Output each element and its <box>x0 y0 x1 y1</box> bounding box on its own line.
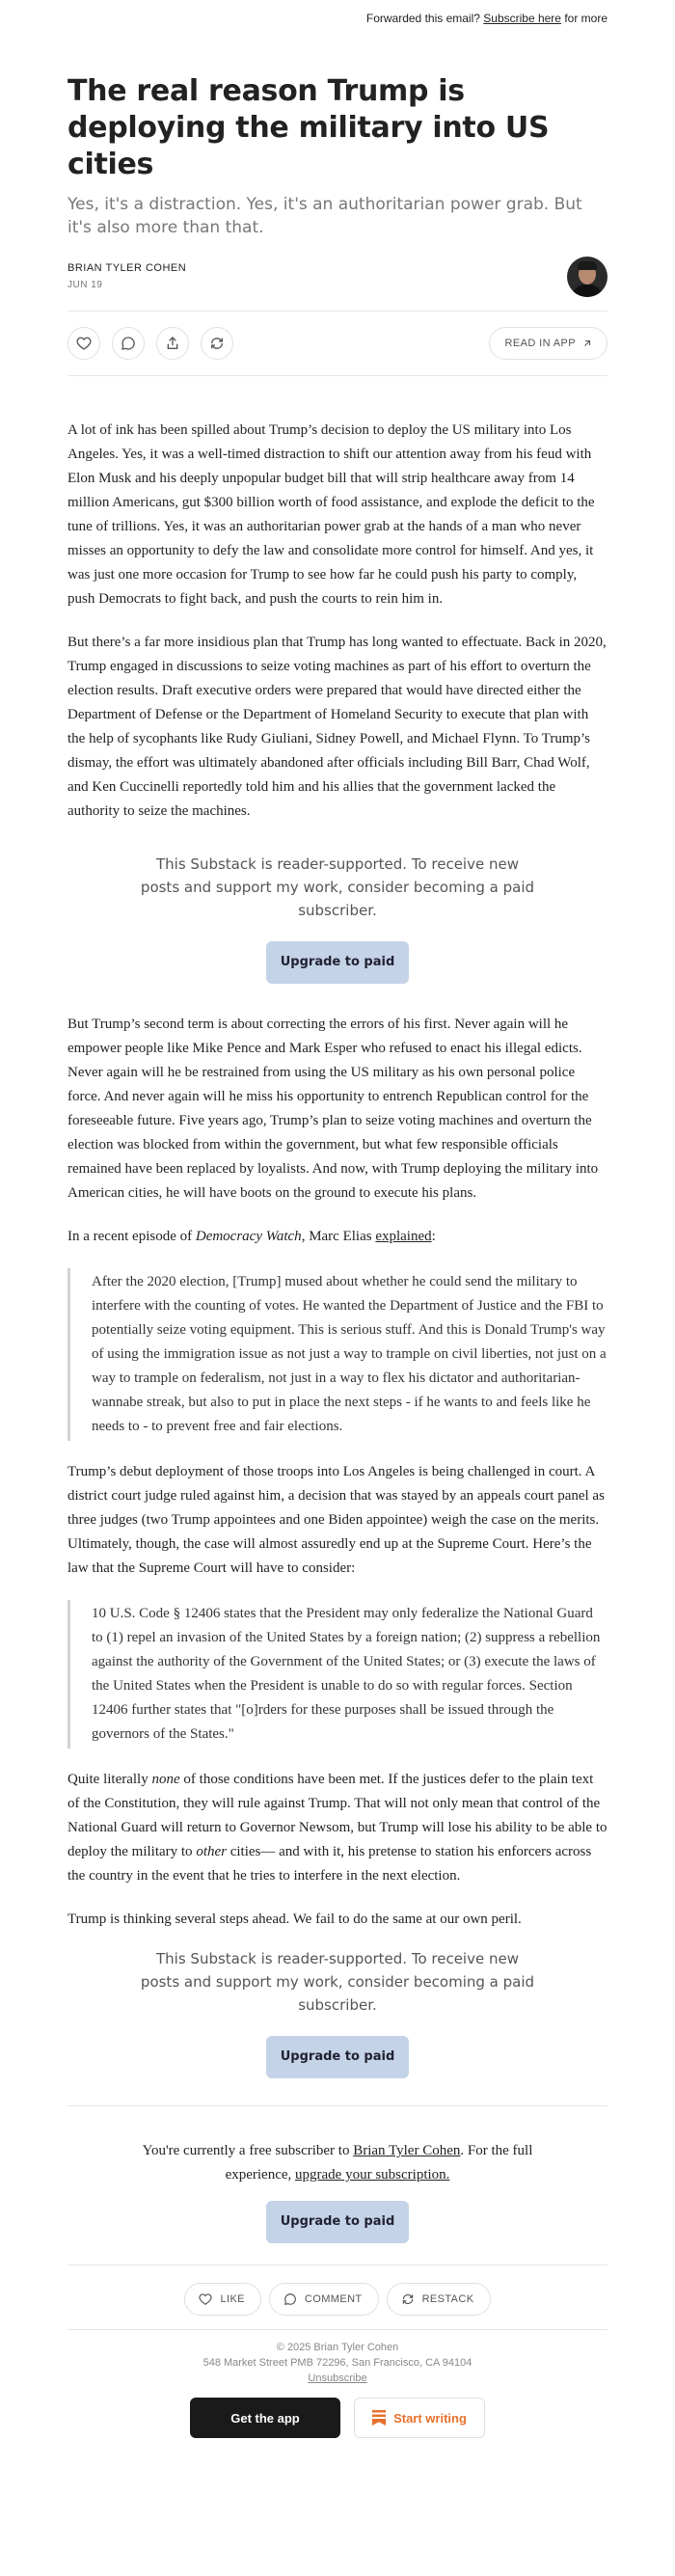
free-subscriber-notice <box>111 2139 564 2187</box>
copyright: © 2025 Brian Tyler Cohen <box>276 2342 399 2353</box>
share-button[interactable] <box>156 327 189 360</box>
divider <box>68 375 608 376</box>
comment-icon <box>121 336 136 351</box>
show-name: Democracy Watch <box>195 1229 302 1244</box>
subscribe-callout: This Substack is reader-supported. To receive new posts and support my work, consider becoming a paid subscriber. <box>140 1950 535 2014</box>
blockquote <box>68 1268 608 1441</box>
post-date: JUN 19 <box>68 280 103 290</box>
upgrade-to-paid-button[interactable]: Upgrade to paid <box>266 941 409 984</box>
footer <box>68 2330 608 2386</box>
post-title[interactable]: The real reason Trump is deploying the military into US cities <box>68 74 550 181</box>
engagement-bar <box>68 2265 608 2329</box>
for-more-text: for more <box>560 12 608 25</box>
start-writing-label: Start writing <box>393 2410 467 2426</box>
paragraph <box>68 1225 608 1249</box>
comment-icon <box>284 2292 297 2306</box>
comment-button[interactable] <box>112 327 145 360</box>
restack-icon <box>209 336 225 351</box>
blockquote <box>68 1600 608 1749</box>
explained-link[interactable]: explained <box>375 1229 432 1244</box>
comment-pill-button[interactable] <box>269 2283 379 2316</box>
avatar[interactable] <box>567 257 608 297</box>
text: : <box>431 1229 436 1244</box>
subscribe-here-link[interactable]: Subscribe here <box>483 12 561 25</box>
footer-buttons <box>68 2386 608 2438</box>
arrow-up-right-icon <box>581 338 593 349</box>
divider <box>68 2105 608 2106</box>
upgrade-to-paid-button[interactable]: Upgrade to paid <box>266 2201 409 2243</box>
emphasis: none <box>151 1772 180 1787</box>
share-icon <box>165 336 180 351</box>
get-the-app-button[interactable]: Get the app <box>190 2398 340 2438</box>
forwarded-bar <box>68 0 608 37</box>
paragraph: Trump is thinking several steps ahead. We fail to do the same at our own peril. <box>68 1912 522 1927</box>
restack-button[interactable] <box>201 327 233 360</box>
substack-logo-icon <box>372 2410 386 2426</box>
heart-icon <box>199 2292 212 2306</box>
quote-text: After the 2020 election, [Trump] mused about whether he could send the military to interfere with the counting of votes. He wanted the Department of Justice and the FBI to potentially seize voting equipment. This is serious stuff. And this is Donald Trump's way of using the immigration issue as not just a way to trample on civil liberties, not just on a way to trample on federalism, not just in a way to flex his dictator and authoritarian-wannabe streak, but also to put in place the next steps - if he wants to and feels like he needs to - to prevent free and fair elections. <box>92 1274 607 1434</box>
byline <box>68 257 608 311</box>
restack-pill-button[interactable] <box>387 2283 491 2316</box>
like-label: LIKE <box>220 2293 245 2305</box>
post-body <box>68 419 608 2078</box>
text: In a recent episode of <box>68 1229 196 1244</box>
text: You're currently a free subscriber to <box>142 2143 354 2158</box>
upgrade-subscription-link[interactable]: upgrade your subscription. <box>295 2167 450 2183</box>
text: Quite literally <box>68 1772 152 1787</box>
text: , Marc Elias <box>301 1229 376 1244</box>
restack-icon <box>401 2292 415 2306</box>
paragraph: A lot of ink has been spilled about Trump’s decision to deploy the US military into Los Angeles. Yes, it was a well-timed distraction to shift our attention away from his feud with Elon Musk and his deeply unpopular budget bill that will strip healthcare away from 14 million Americans, gut $300 billion worth of food assistance, and explode the deficit to the tune of trillions. Yes, it was an authoritarian power grab at the hands of a man who never misses an opportunity to defy the law and consolidate more control for himself. And yes, it was just one more occasion for Trump to see how far he could push his party to comply, push Democrats to fight back, and push the courts to rein him in. <box>68 422 595 607</box>
text: . For the full experience, <box>225 2143 533 2183</box>
action-bar <box>68 312 608 375</box>
like-button[interactable] <box>68 327 100 360</box>
comment-label: COMMENT <box>304 2293 363 2305</box>
subscribe-callout: This Substack is reader-supported. To receive new posts and support my work, consider becoming a paid subscriber. <box>140 855 535 919</box>
author-name[interactable]: BRIAN TYLER COHEN <box>68 262 187 274</box>
read-in-app-button[interactable] <box>489 327 608 360</box>
restack-label: RESTACK <box>421 2293 474 2305</box>
quote-text: 10 U.S. Code § 12406 states that the President may only federalize the National Guard to (1) repel an invasion of the United States by a foreign nation; (2) suppress a rebellion against the authority of the Government of the United States; or (3) execute the laws of the United States when the President is unable to do so with regular forces. Section 12406 further states that "[o]rders for these purposes shall be issued through the governors of the States." <box>92 1606 601 1742</box>
paragraph: But there’s a far more insidious plan that Trump has long wanted to effectuate. Back in 2020, Trump engaged in discussions to seize voting machines as part of his effort to overturn the election results. Draft executive orders were prepared that would have directed either the Department of Defense or the Department of Homeland Security to execute that plan with the help of sycophants like Rudy Giuliani, Sidney Powell, and Michael Flynn. To Trump’s dismay, the effort was ultimately abandoned after officials including Bill Barr, Chad Wolf, and Ken Cuccinelli reportedly told him and his allies that the government lacked the authority to seize the machines. <box>68 635 607 819</box>
text: cities— and with it, his pretense to station his enforcers across the country in the event that he tries to interfere in the next election. <box>68 1844 592 1884</box>
author-link[interactable]: Brian Tyler Cohen <box>353 2143 461 2158</box>
address: 548 Market Street PMB 72296, San Francisco, CA 94104 <box>202 2357 472 2369</box>
email-container <box>68 0 608 2452</box>
paragraph: Trump’s debut deployment of those troops into Los Angeles is being challenged in court. A district court judge ruled against him, a decision that was stayed by an appeals court panel as three judges (two Trump appointees and one Biden appointee) weigh the case on the merits. Ultimately, though, the case will almost assuredly end up at the Supreme Court. Here’s the law that the Supreme Court will have to consider: <box>68 1464 605 1576</box>
start-writing-button[interactable] <box>354 2398 485 2438</box>
read-in-app-label: READ IN APP <box>504 338 576 349</box>
text: of those conditions have been met. If the justices defer to the plain text of the Constitution, they will rule against Trump. That will not only mean that control of the National Guard will return to Governor Newsom, but Trump will lose his ability to be able to deploy the military to <box>68 1772 608 1859</box>
paragraph <box>68 1768 608 1888</box>
unsubscribe-link[interactable]: Unsubscribe <box>308 2373 367 2384</box>
heart-icon <box>76 336 92 351</box>
upgrade-to-paid-button[interactable]: Upgrade to paid <box>266 2036 409 2078</box>
like-pill-button[interactable] <box>184 2283 260 2316</box>
paragraph: But Trump’s second term is about correcting the errors of his first. Never again will he empower people like Mike Pence and Mark Esper who refused to enact his illegal edicts. Never again will he be restrained from using the US military as his own personal police force. And never again will he miss his opportunity to entrench Republican control for the foreseeable future. Five years ago, Trump’s plan to seize voting machines and overturn the election was blocked from within the government, but what few responsible officials remained have been replaced by loyalists. And now, with Trump deploying the military into American cities, he will have boots on the ground to execute his plans. <box>68 1017 599 1201</box>
post-subtitle: Yes, it's a distraction. Yes, it's an authoritarian power grab. But it's also more than that. <box>68 195 582 237</box>
forwarded-text: Forwarded this email? <box>365 12 484 25</box>
emphasis: other <box>196 1844 227 1859</box>
